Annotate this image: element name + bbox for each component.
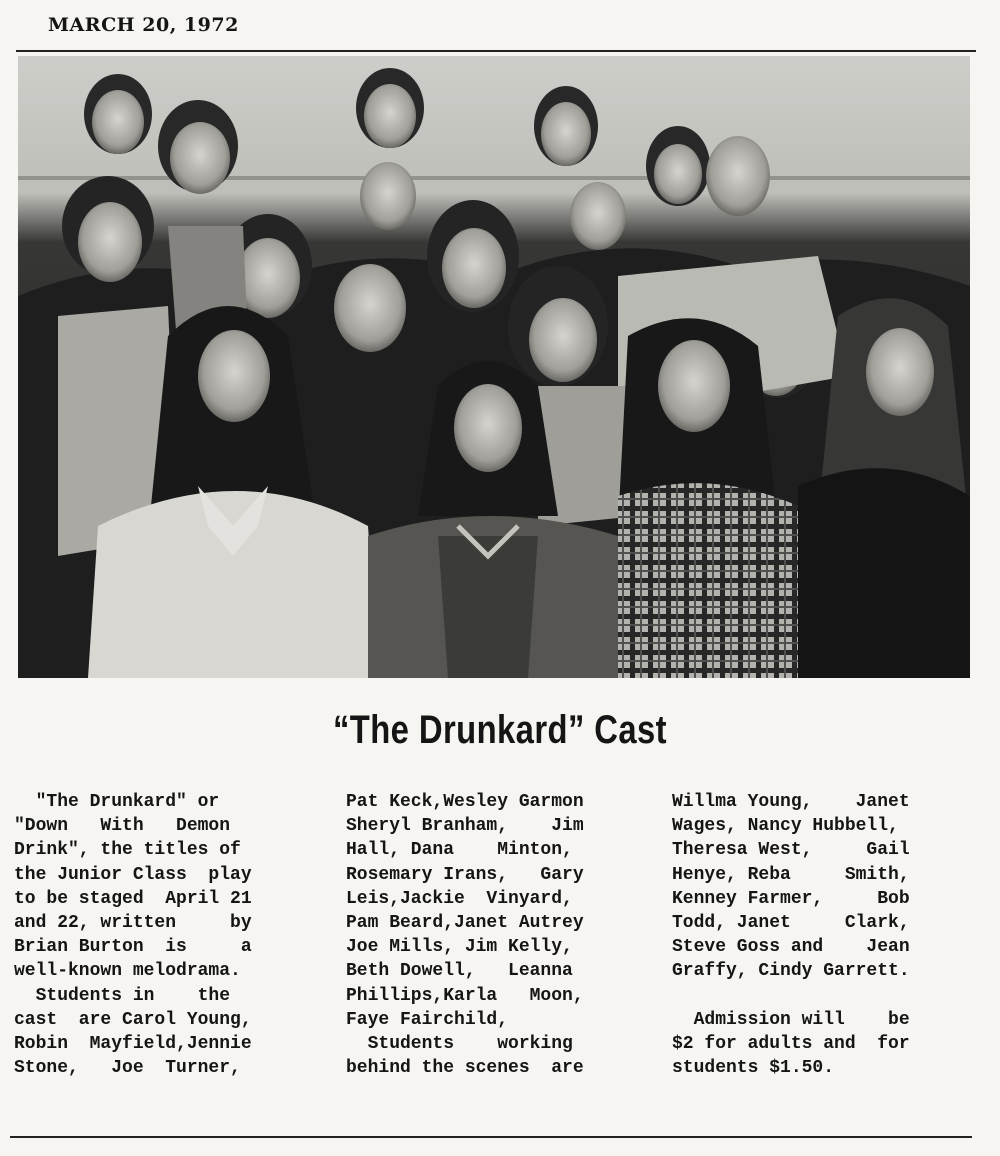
top-rule bbox=[16, 50, 976, 52]
bottom-rule bbox=[10, 1136, 972, 1138]
headline: “The Drunkard” Cast bbox=[332, 708, 668, 752]
cast-photograph bbox=[18, 56, 970, 678]
article-column-2: Pat Keck,Wesley Garmon Sheryl Branham, Jim Hall, Dana Minton, Rosemary Irans, Gary Leis,Jackie Vinyard, Pam Beard,Janet Autrey Joe Mills, Jim Kelly, Beth Dowell, Leanna Phillips,Karla Moon, Faye Fairchild, Students working behind the scenes are bbox=[346, 792, 584, 1079]
dateline: MARCH 20, 1972 bbox=[48, 14, 239, 36]
article-column-3: Willma Young, Janet Wages, Nancy Hubbell, Theresa West, Gail Henye, Reba Smith, Kenney Farmer, Bob Todd, Janet Clark, Steve Goss and Jean Graffy, Cindy Garrett. Admission will be $2 for adults and for students $1.50. bbox=[672, 792, 910, 1079]
article-column-1: "The Drunkard" or "Down With Demon Drink", the titles of the Junior Class play to be staged April 21 and 22, written by Brian Burton is a well-known melodrama. Students in the cast are Carol Young, Robin Mayfield,Jennie Stone, Joe Turner, bbox=[14, 792, 252, 1079]
